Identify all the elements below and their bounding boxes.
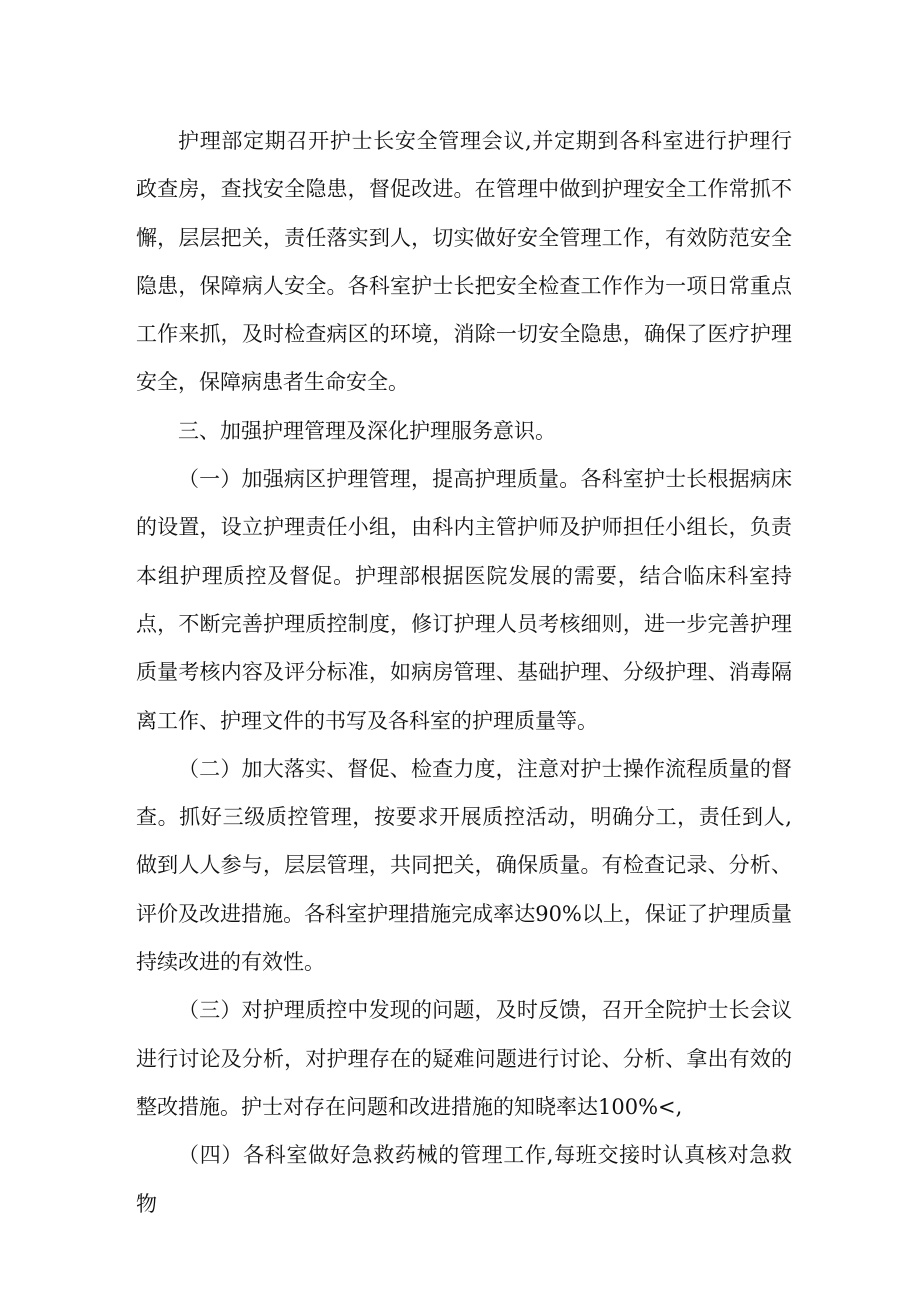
- paragraph-safety-management: 护理部定期召开护士长安全管理会议,并定期到各科室进行护理行政查房，查找安全隐患，督促改进。在管理中做到护理安全工作常抓不懈，层层把关，责任落实到人，切实做好安全管理工作，有效防范安全隐患，保障病人安全。各科室护士长把安全检查工作作为一项日常重点工作来抓，及时检查病区的环境，消除一切安全隐患，确保了医疗护理安全，保障病患者生命安全。: [136, 129, 792, 395]
- paragraph-item-four: （四）各科室做好急救药械的管理工作,每班交接时认真核对急救物: [136, 1143, 792, 1216]
- paragraph-item-three: （三）对护理质控中发现的问题，及时反馈，召开全院护士长会议进行讨论及分析，对护理存在的疑难问题进行讨论、分析、拿出有效的整改措施。护士对存在问题和改进措施的知晓率达100%<,: [136, 998, 792, 1119]
- paragraph-item-two: （二）加大落实、督促、检查力度，注意对护士操作流程质量的督查。抓好三级质控管理，按要求开展质控活动，明确分工，责任到人,做到人人参与，层层管理，共同把关，确保质量。有检查记录、分析、评价及改进措施。各科室护理措施完成率达90%以上，保证了护理质量持续改进的有效性。: [136, 756, 792, 975]
- paragraph-item-one: （一）加强病区护理管理，提高护理质量。各科室护士长根据病床的设置，设立护理责任小组，由科内主管护师及护师担任小组长，负责本组护理质控及督促。护理部根据医院发展的需要，结合临床科室持点，不断完善护理质控制度，修订护理人员考核细则，进一步完善护理质量考核内容及评分标准，如病房管理、基础护理、分级护理、消毒隔离工作、护理文件的书写及各科室的护理质量等。: [136, 467, 792, 733]
- section-heading-three: 三、加强护理管理及深化护理服务意识。: [178, 418, 556, 443]
- document-body: [136, 117, 792, 1228]
